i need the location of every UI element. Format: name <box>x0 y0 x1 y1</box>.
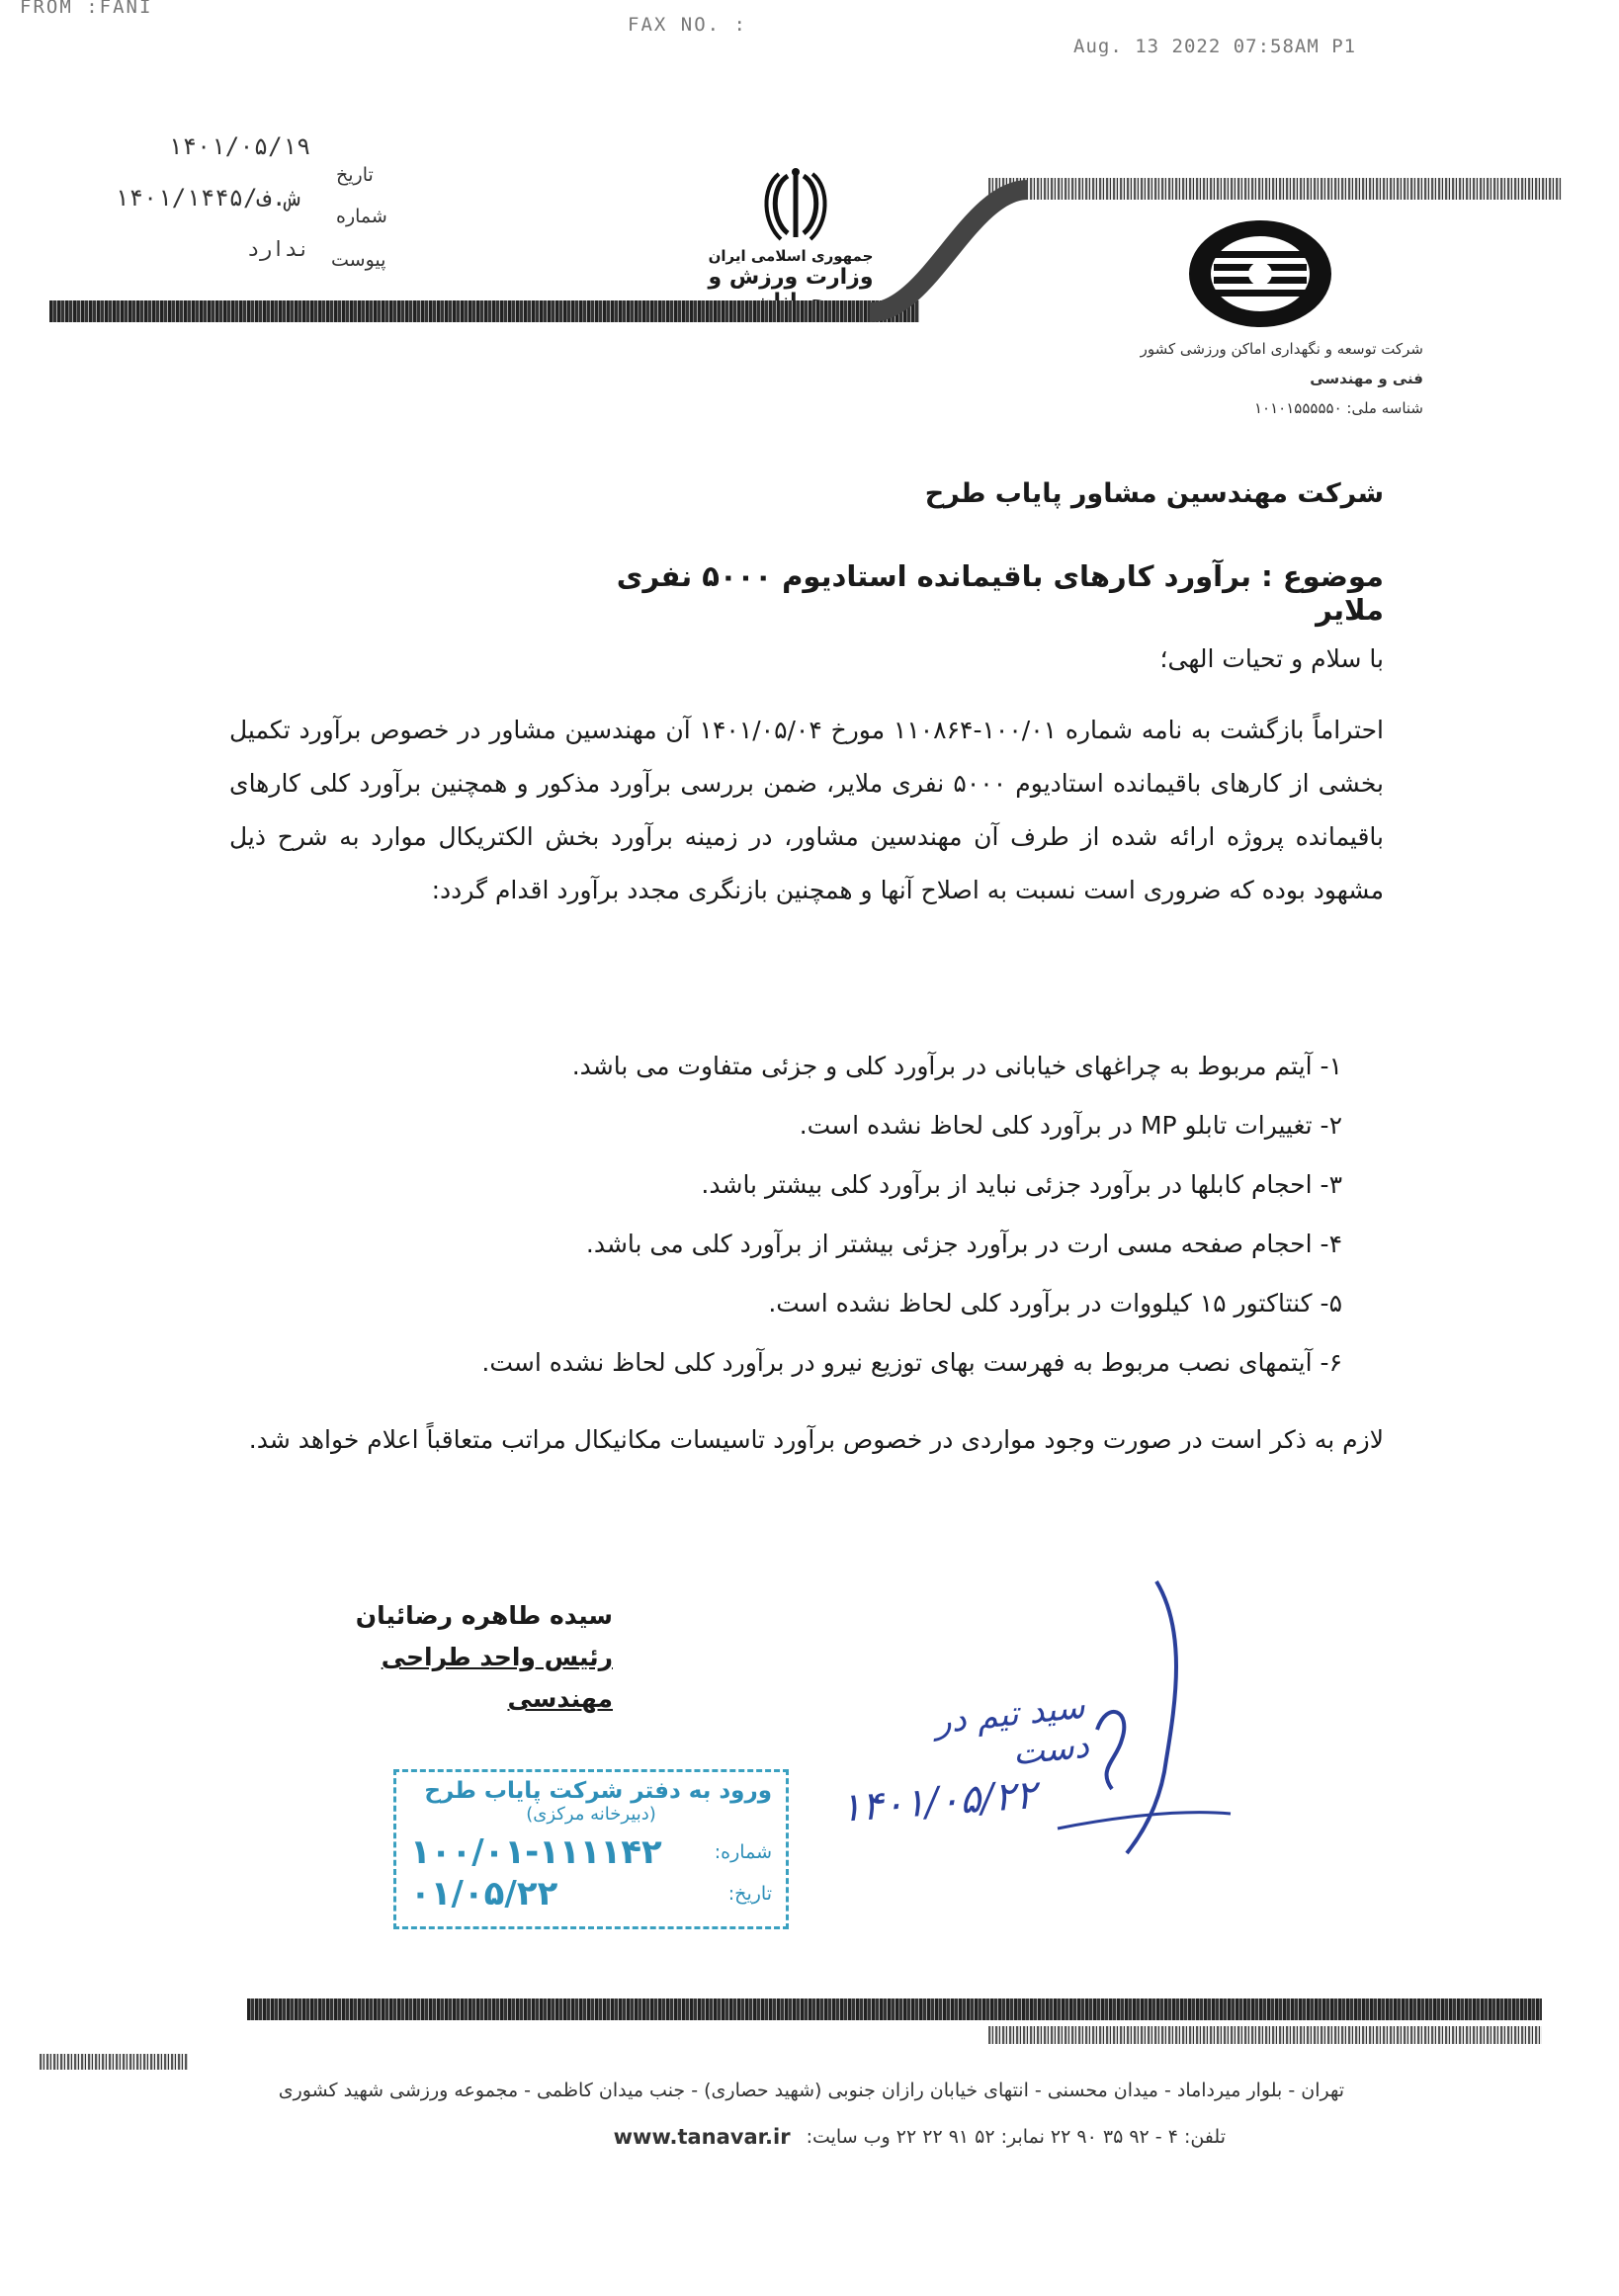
letter-date-value: ۱۴۰۱/۰۵/۱۹ <box>168 132 311 160</box>
list-item: ۱- آیتم مربوط به چراغهای خیابانی در برآورد کلی و جزئی متفاوت می باشد. <box>571 1052 1342 1080</box>
ministry-line-1: جمهوری اسلامی ایران <box>708 247 874 265</box>
recipient: شرکت مهندسین مشاور پایاب طرح <box>924 478 1384 509</box>
registration-stamp <box>393 1769 789 1929</box>
stamp-title: ورود به دفتر شرکت پایاب طرح <box>424 1778 772 1804</box>
header-band-right <box>988 178 1562 200</box>
signature-block <box>316 1595 613 1720</box>
iran-emblem-icon <box>761 166 830 245</box>
header-band-curve <box>870 180 1028 322</box>
subject: موضوع : برآورد کارهای باقیمانده استادیوم ۵۰۰۰ نفری ملایر <box>616 559 1384 627</box>
footer-address: تهران - بلوار میرداماد - میدان محسنی - انتهای خیابان رازان جنوبی (شهید حصاری) - جنب میدان کاظمی - مجموعه ورزشی شهید کشوری <box>278 2080 1344 2101</box>
list-item: ۳- احجام کابلها در برآورد جزئی نباید از برآورد کلی بیشتر باشد. <box>701 1170 1342 1199</box>
org-name: شرکت توسعه و نگهداری اماکن ورزشی کشور <box>1140 340 1423 358</box>
greeting: با سلام و تحیات الهی؛ <box>1159 644 1384 673</box>
org-national-id: شناسه ملی: ۱۰۱۰۱۵۵۵۵۵۰ <box>1254 399 1423 417</box>
list-item: ۴- احجام صفحه مسی ارت در برآورد جزئی بیشتر از برآورد کلی می باشد. <box>585 1230 1342 1258</box>
letter-number-value: ۱۴۰۱/۱۴۴۵/ش.ف <box>115 184 300 212</box>
letter-attachment-value: ندارد <box>247 237 310 261</box>
signatory-name: سیده طاهره رضائیان <box>355 1601 613 1630</box>
footer-band-top <box>247 1998 1542 2020</box>
footer-band-left <box>40 2054 188 2070</box>
signatory-title: رئیس واحد طراحی مهندسی <box>381 1643 613 1713</box>
footer-contact <box>465 2125 1226 2149</box>
list-item: ۲- تغییرات تابلو MP در برآورد کلی لحاظ نشده است. <box>799 1111 1342 1140</box>
stamp-number-value: ۱۰۰/۰۱-۱۱۱۱۴۲ <box>410 1832 662 1872</box>
org-logo-icon <box>1186 217 1334 331</box>
letter-number-label: شماره <box>336 206 387 227</box>
letter-attachment-label: پیوست <box>331 249 386 271</box>
list-item: ۶- آیتمهای نصب مربوط به فهرست بهای توزیع نیرو در برآورد کلی لحاظ نشده است. <box>481 1348 1342 1377</box>
header-band-left <box>49 300 919 322</box>
footer-band-right <box>988 2026 1542 2044</box>
stamp-number-label: شماره: <box>714 1841 772 1863</box>
stamp-subtitle: (دبیرخانه مرکزی) <box>526 1804 656 1825</box>
closing-paragraph: لازم به ذکر است در صورت وجود مواردی در خصوص برآورد تاسیسات مکانیکال مراتب متعاقباً اعلام خواهد شد. <box>248 1425 1384 1454</box>
body-paragraph: احتراماً بازگشت به نامه شماره ۱۰۰/۰۱-۱۱۰۸۶۴ مورخ ۱۴۰۱/۰۵/۰۴ آن مهندسین مشاور در خصوص برآورد تکمیل بخشی از کارهای باقیمانده استادیوم ۵۰۰۰ نفری ملایر، ضمن بررسی برآورد مذکور و همچنین برآورد کلی کارهای باقیمانده پروژه ارائه شده از طرف آن مهندسین مشاور، در زمینه برآورد بخش الکتریکال موارد به شرح ذیل مشهود بوده که ضروری است نسبت به اصلاح آنها و همچنین بازنگری مجدد برآورد اقدام گردد: <box>229 716 1384 904</box>
org-info <box>1038 334 1423 423</box>
list-item: ۵- کنتاکتور ۱۵ کیلووات در برآورد کلی لحاظ نشده است. <box>768 1289 1342 1318</box>
fax-number: FAX NO. : <box>628 14 747 36</box>
org-department: فنی و مهندسی <box>1310 370 1423 387</box>
footer-phone: تلفن: ۴ - ۹۲ ۳۵ ۹۰ ۲۲ نمابر: ۵۲ ۹۱ ۲۲ ۲۲ وب سایت: <box>806 2126 1226 2148</box>
letter-date-label: تاریخ <box>336 164 374 186</box>
handwritten-date: ۱۴۰۱/۰۵/۲۲ <box>838 1772 1039 1831</box>
stamp-date-label: تاریخ: <box>727 1883 772 1905</box>
fax-date-page: Aug. 13 2022 07:58AM P1 <box>1073 36 1357 57</box>
footer-website[interactable]: www.tanavar.ir <box>613 2125 791 2149</box>
handwritten-note: سید تیم در دست <box>932 1686 1091 1774</box>
stamp-date-value: ۰۱/۰۵/۲۲ <box>410 1874 558 1913</box>
ministry-line-2: وزارت ورزش و <box>708 265 874 290</box>
fax-from: FROM :FANI <box>20 0 153 18</box>
